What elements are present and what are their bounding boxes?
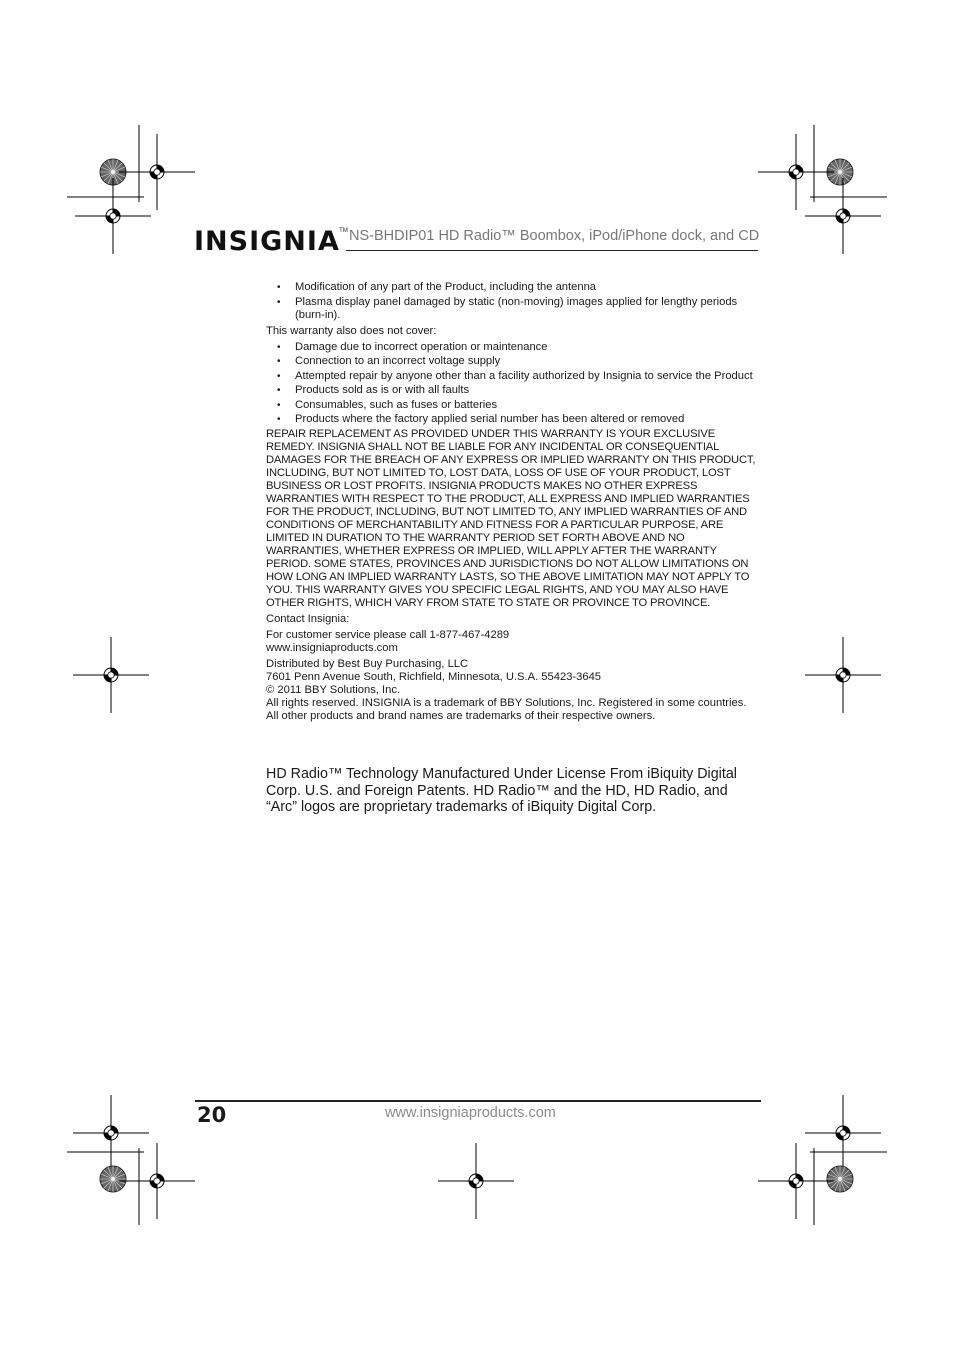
list-item: • Plasma display panel damaged by static (non-moving) images applied for lengthy periods (burn-in). xyxy=(266,296,758,322)
header-divider xyxy=(346,250,758,251)
contact-label: Contact Insignia: xyxy=(266,613,350,625)
bullet-list-top xyxy=(266,281,758,322)
also-not-cover-label: This warranty also does not cover: xyxy=(266,324,437,337)
hd-radio-notice: HD Radio™ Technology Manufactured Under License From iBiquity Digital Corp. U.S. and Foreign Patents. HD Radio™ and the HD, HD Radio, and “Arc” logos are proprietary trademarks of iBiquity Digital Corp. xyxy=(266,766,737,815)
brand-logo-text: INSIGNIA xyxy=(194,226,340,257)
list-item: • Products sold as is or with all faults xyxy=(266,384,758,397)
list-item: • Connection to an incorrect voltage supply xyxy=(266,355,758,368)
list-item: • Modification of any part of the Product, including the antenna xyxy=(266,281,758,294)
top-left-marks xyxy=(67,125,195,254)
distributor-line: Distributed by Best Buy Purchasing, LLC xyxy=(266,658,469,670)
list-item: • Damage due to incorrect operation or maintenance xyxy=(266,341,758,354)
warranty-content xyxy=(266,281,758,723)
list-item: • Consumables, such as fuses or batteries xyxy=(266,399,758,412)
bullet-list-not-covered xyxy=(266,341,758,427)
contact-phone: For customer service please call 1-877-467-4289 xyxy=(266,629,510,641)
bottom-left-marks xyxy=(67,1095,195,1225)
bottom-right-marks xyxy=(758,1095,887,1225)
copyright-line: © 2011 BBY Solutions, Inc. xyxy=(266,684,401,696)
brand-logo xyxy=(194,222,348,262)
footer-url: www.insigniaproducts.com xyxy=(385,1105,556,1121)
legal-disclaimer: REPAIR REPLACEMENT AS PROVIDED UNDER THIS WARRANTY IS YOUR EXCLUSIVE REMEDY. INSIGNIA SHALL NOT BE LIABLE FOR ANY INCIDENTAL OR CONSEQUENTIAL DAMAGES FOR THE BREACH OF ANY EXPRESS OR IMPLIED WARRANTY ON THIS PRODUCT, INCLUDING, BUT NOT LIMITED TO, LOST DATA, LOSS OF USE OF YOUR PRODUCT, LOST BUSINESS OR LOST PROFITS. INSIGNIA PRODUCTS MAKES NO OTHER EXPRESS WARRANTIES WITH RESPECT TO THE PRODUCT, ALL EXPRESS AND IMPLIED WARRANTIES FOR THE PRODUCT, INCLUDING, BUT NOT LIMITED TO, ANY IMPLIED WARRANTIES OF AND CONDITIONS OF MERCHANTABILITY AND FITNESS FOR A PARTICULAR PURPOSE, ARE LIMITED IN DURATION TO THE WARRANTY PERIOD SET FORTH ABOVE AND NO WARRANTIES, WHETHER EXPRESS OR IMPLIED, WILL APPLY AFTER THE WARRANTY PERIOD. SOME STATES, PROVINCES AND JURISDICTIONS DO NOT ALLOW LIMITATIONS ON HOW LONG AN IMPLIED WARRANTY LASTS, SO THE ABOVE LIMITATION MAY NOT APPLY TO YOU. THIS WARRANTY GIVES YOU SPECIFIC LEGAL RIGHTS, AND YOU MAY ALSO HAVE OTHER RIGHTS, WHICH VARY FROM STATE TO STATE OR PROVINCE TO PROVINCE. xyxy=(266,428,756,609)
bottom-center-mark xyxy=(438,1143,514,1219)
brand-logo-tm: TM xyxy=(339,228,348,234)
list-item: • Products where the factory applied serial number has been altered or removed xyxy=(266,413,758,426)
top-right-marks xyxy=(758,125,887,254)
trademark-notice: All rights reserved. INSIGNIA is a trademark of BBY Solutions, Inc. Registered in some countries. All other products and brand names are trademarks of their respective owners. xyxy=(266,697,747,722)
contact-website: www.insigniaproducts.com xyxy=(266,642,398,654)
page-header-title: NS-BHDIP01 HD Radio™ Boombox, iPod/iPhone dock, and CD xyxy=(349,228,760,244)
page-number: 20 xyxy=(197,1103,227,1127)
footer-divider xyxy=(195,1100,761,1102)
list-item: • Attempted repair by anyone other than a facility authorized by Insignia to service the Product xyxy=(266,370,758,383)
distributor-address: 7601 Penn Avenue South, Richfield, Minnesota, U.S.A. 55423-3645 xyxy=(266,671,602,683)
